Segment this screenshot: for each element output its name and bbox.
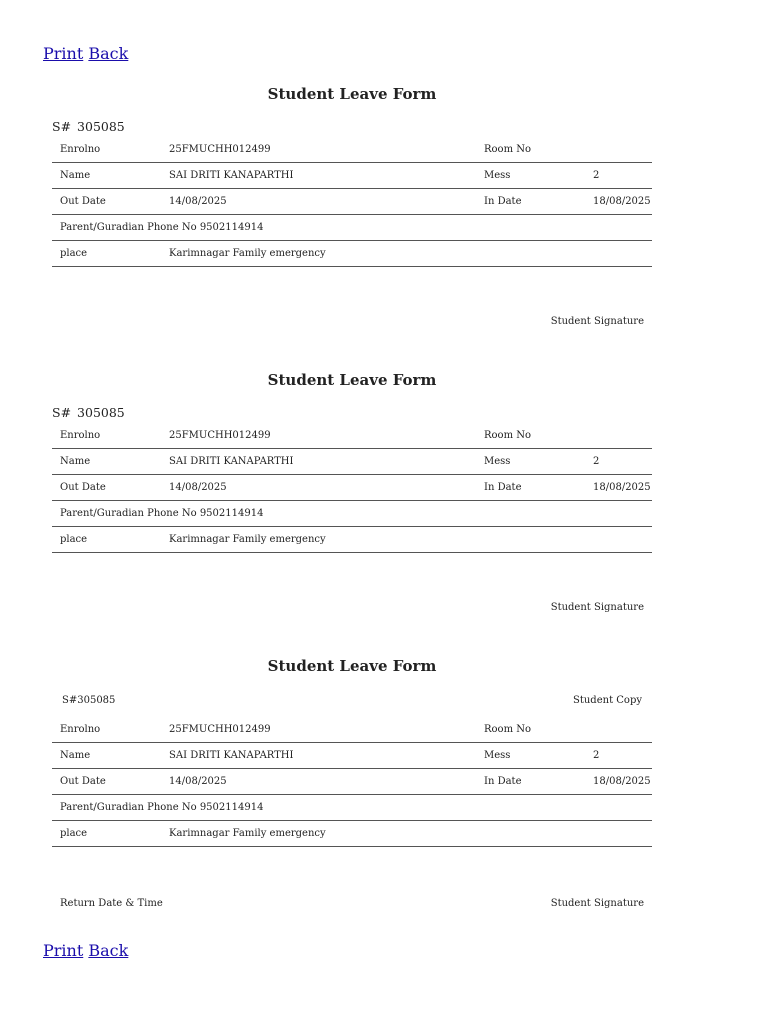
enrolno-label: Enrolno bbox=[52, 423, 161, 449]
out-date-value: 14/08/2025 bbox=[161, 475, 476, 501]
table-row bbox=[52, 189, 652, 215]
mess-label: Mess bbox=[476, 163, 585, 189]
table-row bbox=[52, 743, 652, 769]
leave-form-2 bbox=[52, 369, 652, 613]
name-label: Name bbox=[52, 449, 161, 475]
serial-row bbox=[52, 692, 652, 710]
mess-label: Mess bbox=[476, 743, 585, 769]
table-row bbox=[52, 527, 652, 553]
student-signature: Student Signature bbox=[550, 898, 644, 909]
form-title: Student Leave Form bbox=[267, 371, 437, 389]
serial-prefix: S# bbox=[52, 405, 72, 420]
enrolno-value: 25FMUCHH012499 bbox=[161, 717, 476, 743]
top-links bbox=[43, 44, 128, 63]
table-row bbox=[52, 163, 652, 189]
room-no-value bbox=[585, 717, 652, 743]
leave-details-table bbox=[52, 717, 652, 847]
serial-number bbox=[52, 404, 652, 422]
serial-prefix: S# bbox=[52, 119, 72, 134]
parent-phone-cell bbox=[52, 501, 652, 527]
leave-form-student-copy bbox=[52, 655, 652, 909]
name-value: SAI DRITI KANAPARTHI bbox=[161, 743, 476, 769]
mess-value: 2 bbox=[585, 449, 652, 475]
parent-phone-label: Parent/Guradian Phone No bbox=[60, 222, 197, 233]
form-title: Student Leave Form bbox=[267, 85, 437, 103]
table-row bbox=[52, 821, 652, 847]
back-link[interactable]: Back bbox=[88, 941, 129, 960]
enrolno-label: Enrolno bbox=[52, 137, 161, 163]
table-row bbox=[52, 423, 652, 449]
table-row bbox=[52, 795, 652, 821]
table-row bbox=[52, 137, 652, 163]
in-date-value: 18/08/2025 bbox=[585, 189, 652, 215]
place-label: place bbox=[52, 241, 161, 267]
back-link[interactable]: Back bbox=[88, 44, 129, 63]
name-value: SAI DRITI KANAPARTHI bbox=[161, 163, 476, 189]
out-date-label: Out Date bbox=[52, 769, 161, 795]
student-signature: Student Signature bbox=[550, 602, 644, 613]
enrolno-label: Enrolno bbox=[52, 717, 161, 743]
leave-details-table bbox=[52, 137, 652, 267]
print-link[interactable]: Print bbox=[43, 941, 84, 960]
room-no-label: Room No bbox=[476, 137, 585, 163]
out-date-label: Out Date bbox=[52, 189, 161, 215]
name-value: SAI DRITI KANAPARTHI bbox=[161, 449, 476, 475]
mess-label: Mess bbox=[476, 449, 585, 475]
serial-number bbox=[52, 118, 652, 136]
parent-phone-value: 9502114914 bbox=[199, 222, 264, 233]
return-date-time: Return Date & Time bbox=[60, 898, 163, 909]
name-label: Name bbox=[52, 163, 161, 189]
place-value: Karimnagar Family emergency bbox=[161, 821, 652, 847]
mess-value: 2 bbox=[585, 163, 652, 189]
print-link[interactable]: Print bbox=[43, 44, 84, 63]
table-row bbox=[52, 501, 652, 527]
parent-phone-cell bbox=[52, 215, 652, 241]
in-date-value: 18/08/2025 bbox=[585, 475, 652, 501]
student-copy-label: Student Copy bbox=[573, 695, 642, 706]
enrolno-value: 25FMUCHH012499 bbox=[161, 423, 476, 449]
serial-value: 305085 bbox=[77, 119, 125, 134]
parent-phone-value: 9502114914 bbox=[199, 508, 264, 519]
parent-phone-cell bbox=[52, 795, 652, 821]
leave-form-1 bbox=[52, 83, 652, 327]
table-row bbox=[52, 449, 652, 475]
serial-number bbox=[62, 692, 115, 710]
room-no-value bbox=[585, 137, 652, 163]
leave-details-table bbox=[52, 423, 652, 553]
in-date-label: In Date bbox=[476, 475, 585, 501]
in-date-value: 18/08/2025 bbox=[585, 769, 652, 795]
parent-phone-label: Parent/Guradian Phone No bbox=[60, 508, 197, 519]
room-no-label: Room No bbox=[476, 717, 585, 743]
table-row bbox=[52, 717, 652, 743]
out-date-value: 14/08/2025 bbox=[161, 769, 476, 795]
serial-value: 305085 bbox=[77, 405, 125, 420]
place-label: place bbox=[52, 821, 161, 847]
bottom-links bbox=[43, 941, 128, 960]
place-label: place bbox=[52, 527, 161, 553]
room-no-value bbox=[585, 423, 652, 449]
serial-value: 305085 bbox=[77, 695, 116, 706]
table-row bbox=[52, 475, 652, 501]
name-label: Name bbox=[52, 743, 161, 769]
form-title: Student Leave Form bbox=[267, 657, 437, 675]
room-no-label: Room No bbox=[476, 423, 585, 449]
place-value: Karimnagar Family emergency bbox=[161, 241, 652, 267]
in-date-label: In Date bbox=[476, 769, 585, 795]
in-date-label: In Date bbox=[476, 189, 585, 215]
table-row bbox=[52, 769, 652, 795]
enrolno-value: 25FMUCHH012499 bbox=[161, 137, 476, 163]
table-row bbox=[52, 215, 652, 241]
out-date-value: 14/08/2025 bbox=[161, 189, 476, 215]
parent-phone-label: Parent/Guradian Phone No bbox=[60, 802, 197, 813]
mess-value: 2 bbox=[585, 743, 652, 769]
table-row bbox=[52, 241, 652, 267]
parent-phone-value: 9502114914 bbox=[199, 802, 264, 813]
student-signature: Student Signature bbox=[550, 316, 644, 327]
out-date-label: Out Date bbox=[52, 475, 161, 501]
place-value: Karimnagar Family emergency bbox=[161, 527, 652, 553]
serial-prefix: S# bbox=[62, 695, 78, 706]
